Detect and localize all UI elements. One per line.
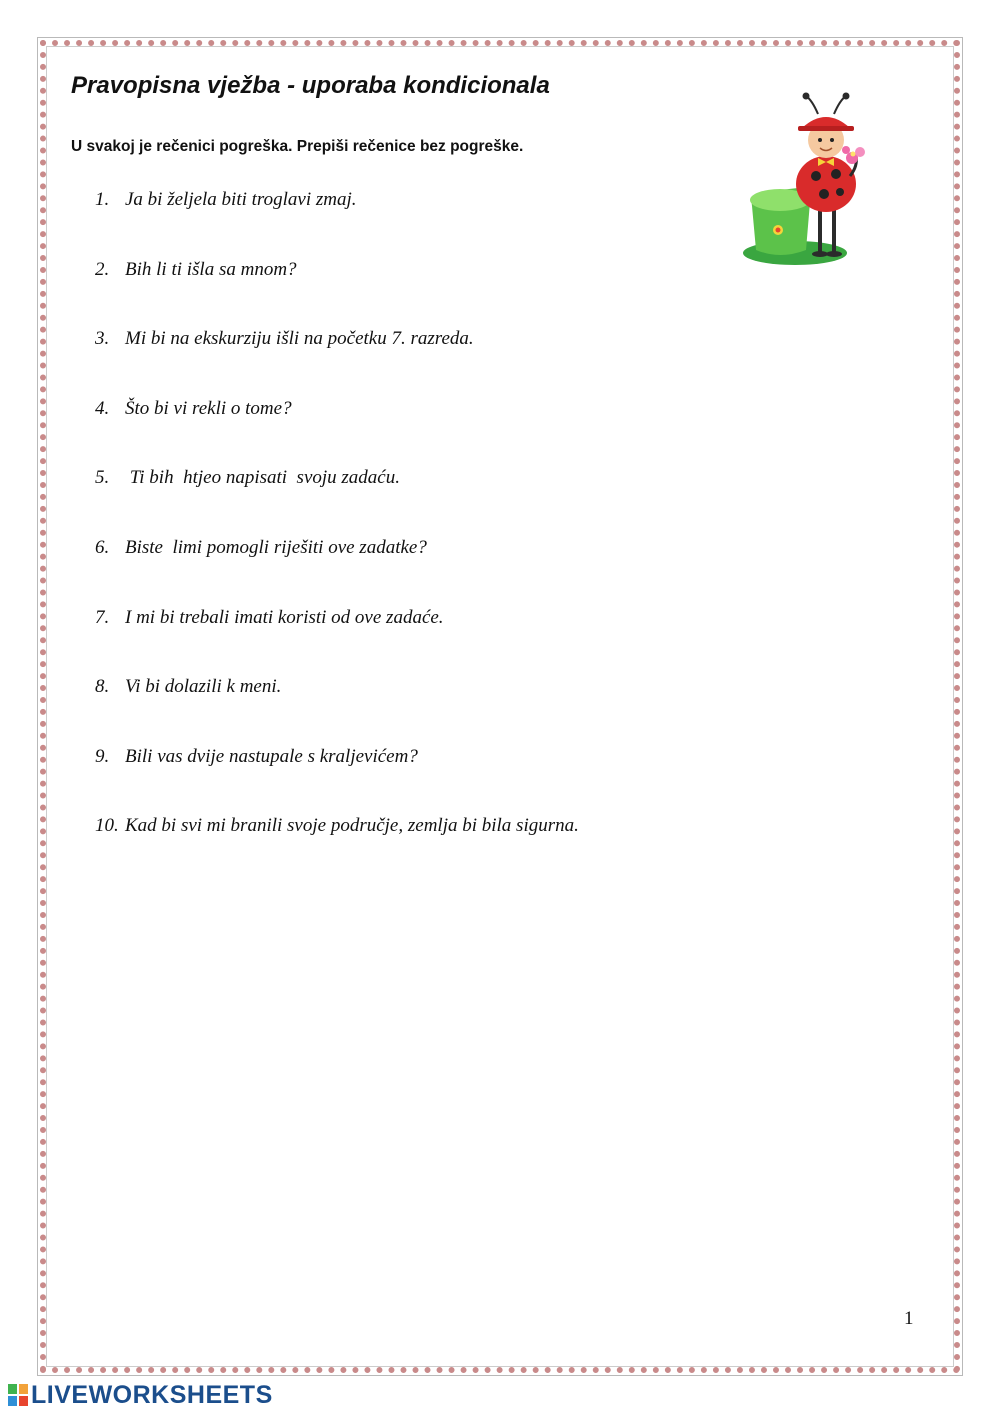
sentence-item: [95, 604, 579, 674]
liveworksheets-blocks-icon: [8, 1384, 28, 1406]
sentence-number: 8.: [95, 676, 110, 698]
sentence-text: Biste limi pomogli riješiti ove zadatke?: [125, 536, 427, 558]
sentence-item: [95, 812, 579, 882]
sentence-number: 1.: [95, 189, 110, 210]
sentence-item: [95, 464, 579, 534]
sentence-list: [95, 186, 579, 882]
sentence-text: I mi bi trebali imati koristi od ove zadaće.: [125, 606, 444, 628]
sentence-number: 4.: [95, 397, 110, 419]
page-number: 1: [904, 1308, 914, 1329]
sentence-text: Ja bi željela biti troglavi zmaj.: [125, 189, 357, 210]
sentence-item: [95, 743, 579, 813]
worksheet-instruction: U svakoj je rečenici pogreška. Prepiši rečenice bez pogreške.: [71, 138, 524, 155]
sentence-item: [95, 256, 579, 326]
sentence-number: 10.: [95, 815, 119, 837]
ladybug-with-flower-pot-icon: [740, 88, 875, 270]
sentence-item: [95, 325, 579, 395]
sentence-text: Što bi vi rekli o tome?: [125, 397, 292, 419]
sentence-text: Vi bi dolazili k meni.: [125, 676, 282, 698]
sentence-item: [95, 673, 579, 743]
sentence-text: Bih li ti išla sa mnom?: [125, 258, 297, 280]
sentence-text: Kad bi svi mi branili svoje područje, zemlja bi bila sigurna.: [125, 815, 579, 837]
sentence-number: 6.: [95, 536, 110, 558]
sentence-item: [95, 395, 579, 465]
sentence-text: Mi bi na ekskurziju išli na početku 7. razreda.: [125, 328, 474, 350]
sentence-number: 3.: [95, 328, 110, 350]
liveworksheets-logo: [8, 1381, 273, 1409]
sentence-item: [95, 186, 579, 256]
sentence-number: 7.: [95, 606, 110, 628]
sentence-number: 2.: [95, 258, 110, 280]
liveworksheets-brand: LIVEWORKSHEETS: [31, 1380, 273, 1409]
worksheet-title: Pravopisna vježba - uporaba kondicionala: [71, 72, 550, 99]
sentence-number: 9.: [95, 745, 110, 767]
sentence-item: [95, 534, 579, 604]
sentence-number: 5.: [95, 467, 110, 489]
sentence-text: Ti bih htjeo napisati svoju zadaću.: [125, 467, 400, 489]
sentence-text: Bili vas dvije nastupale s kraljevićem?: [125, 745, 418, 767]
